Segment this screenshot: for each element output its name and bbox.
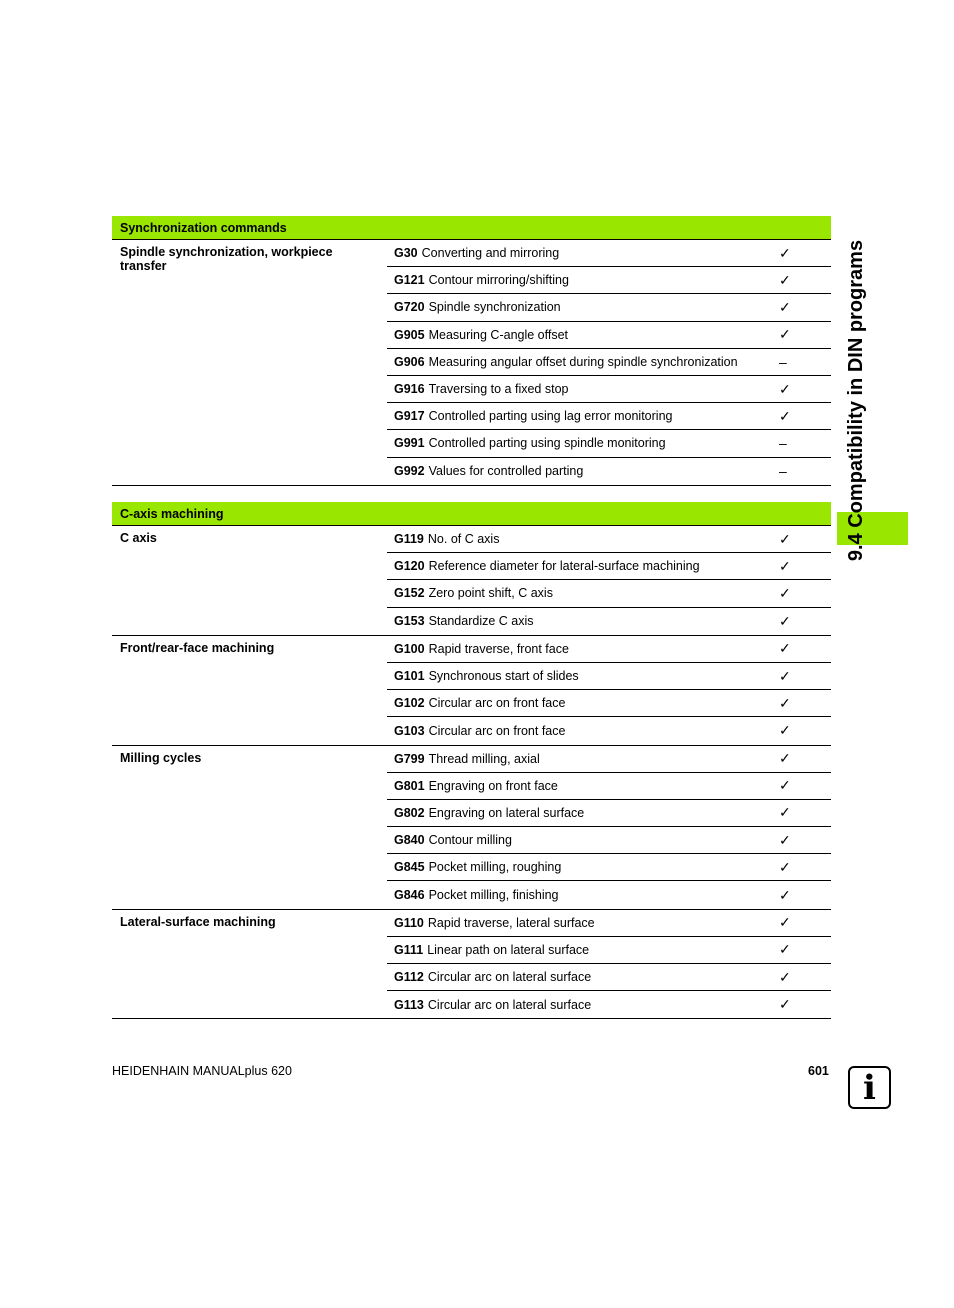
footer-manual-title: HEIDENHAIN MANUALplus 620 [112,1064,292,1078]
availability-mark: ✓ [779,557,791,574]
g-code: G991 [394,436,425,451]
g-code: G112 [394,970,424,985]
availability-mark: – [779,435,787,452]
availability-mark: ✓ [779,996,791,1013]
availability-mark: ✓ [779,831,791,848]
group-label: Front/rear-face machining [120,640,275,655]
function-description: Measuring angular offset during spindle synchronization [428,354,738,369]
table-row [387,240,831,267]
function-description: Engraving on lateral surface [428,805,585,820]
table-row [387,773,831,800]
table-row [387,376,831,403]
availability-mark: ✓ [779,722,791,739]
section-synchronization-commands [112,216,831,486]
g-code: G845 [394,860,425,875]
availability-mark: ✓ [779,584,791,601]
table-row [387,458,831,485]
availability-mark: ✓ [779,667,791,684]
g-code: G153 [394,614,425,629]
g-code: G113 [394,997,424,1012]
function-description: Values for controlled parting [428,464,584,479]
table-row [387,854,831,881]
function-description: Controlled parting using spindle monitoring [428,436,666,451]
availability-mark: – [779,353,787,370]
table-row [387,526,831,553]
g-code: G905 [394,327,425,342]
function-description: Engraving on front face [428,778,558,793]
g-code: G917 [394,409,425,424]
g-code: G840 [394,833,425,848]
row-group [112,526,831,636]
table-row [387,322,831,349]
g-code: G120 [394,559,425,574]
function-description: Circular arc on front face [428,696,566,711]
function-description: Spindle synchronization [428,300,561,315]
availability-mark: ✓ [779,530,791,547]
availability-mark: ✓ [779,640,791,657]
g-code: G846 [394,888,425,903]
table-row [387,663,831,690]
table-row [387,964,831,991]
section-c-axis-machining [112,502,831,1019]
function-description: Controlled parting using lag error monitoring [428,409,673,424]
availability-mark: ✓ [779,244,791,261]
table-row [387,580,831,607]
g-code: G121 [394,273,425,288]
function-description: Pocket milling, finishing [428,888,559,903]
availability-mark: ✓ [779,941,791,958]
availability-mark: ✓ [779,750,791,767]
g-code: G101 [394,669,425,684]
availability-mark: ✓ [779,380,791,397]
table-row [387,937,831,964]
table-row [387,636,831,663]
g-code: G102 [394,696,425,711]
function-description: Linear path on lateral surface [427,942,590,957]
function-description: Rapid traverse, lateral surface [427,915,595,930]
table-row [387,910,831,937]
row-group [112,636,831,746]
table-row [387,827,831,854]
group-rows [387,240,831,485]
row-group [112,910,831,1020]
table-row [387,881,831,908]
availability-mark: ✓ [779,298,791,315]
info-icon: i [848,1066,891,1109]
g-code: G916 [394,382,425,397]
table-row [387,608,831,635]
g-code: G111 [394,942,424,957]
table-row [387,800,831,827]
function-description: Circular arc on front face [428,723,566,738]
function-description: Circular arc on lateral surface [427,997,592,1012]
g-code: G110 [394,915,424,930]
table-row [387,553,831,580]
group-rows [387,746,831,909]
table-row [387,349,831,376]
availability-mark: ✓ [779,271,791,288]
function-description: Zero point shift, C axis [428,586,553,601]
g-code: G906 [394,354,425,369]
table-row [387,430,831,457]
function-description: Rapid traverse, front face [428,641,569,656]
table-row [387,403,831,430]
g-code: G992 [394,464,425,479]
availability-mark: ✓ [779,858,791,875]
table-row [387,690,831,717]
availability-mark: ✓ [779,804,791,821]
g-code: G152 [394,586,425,601]
group-label: Milling cycles [120,750,202,765]
group-rows [387,636,831,745]
availability-mark: – [779,463,787,480]
function-description: Contour milling [428,833,512,848]
g-code: G119 [394,532,424,547]
function-description: Traversing to a fixed stop [428,382,569,397]
g-code: G799 [394,751,425,766]
function-description: Converting and mirroring [421,246,560,261]
page-number: 601 [808,1064,829,1078]
section-header: Synchronization commands [112,216,831,240]
function-description: Standardize C axis [428,614,534,629]
row-group [112,240,831,486]
function-description: Measuring C-angle offset [428,327,569,342]
function-description: Synchronous start of slides [428,669,579,684]
availability-mark: ✓ [779,612,791,629]
g-code: G802 [394,805,425,820]
section-header: C-axis machining [112,502,831,526]
group-label: Lateral-surface machining [120,914,276,929]
g-code: G100 [394,641,425,656]
availability-mark: ✓ [779,326,791,343]
g-code: G720 [394,300,425,315]
table-row [387,991,831,1018]
function-description: Circular arc on lateral surface [427,970,592,985]
function-description: No. of C axis [427,532,500,547]
group-label: Spindle synchronization, workpiece transfer [120,245,333,273]
availability-mark: ✓ [779,407,791,424]
availability-mark: ✓ [779,968,791,985]
table-row [387,717,831,744]
g-code: G103 [394,723,425,738]
table-row [387,267,831,294]
group-rows [387,526,831,635]
availability-mark: ✓ [779,694,791,711]
row-group [112,746,831,910]
availability-mark: ✓ [779,777,791,794]
availability-mark: ✓ [779,886,791,903]
g-code: G30 [394,246,418,261]
function-description: Reference diameter for lateral-surface machining [428,559,700,574]
function-description: Pocket milling, roughing [428,860,562,875]
chapter-title [837,215,877,585]
group-label: C axis [120,531,157,545]
function-description: Contour mirroring/shifting [428,273,569,288]
table-row [387,746,831,773]
chapter-title-text: 9.4 Compatibility in DIN programs [845,239,868,561]
function-description: Thread milling, axial [428,751,540,766]
table-row [387,294,831,321]
group-rows [387,910,831,1019]
g-code: G801 [394,778,425,793]
availability-mark: ✓ [779,914,791,931]
